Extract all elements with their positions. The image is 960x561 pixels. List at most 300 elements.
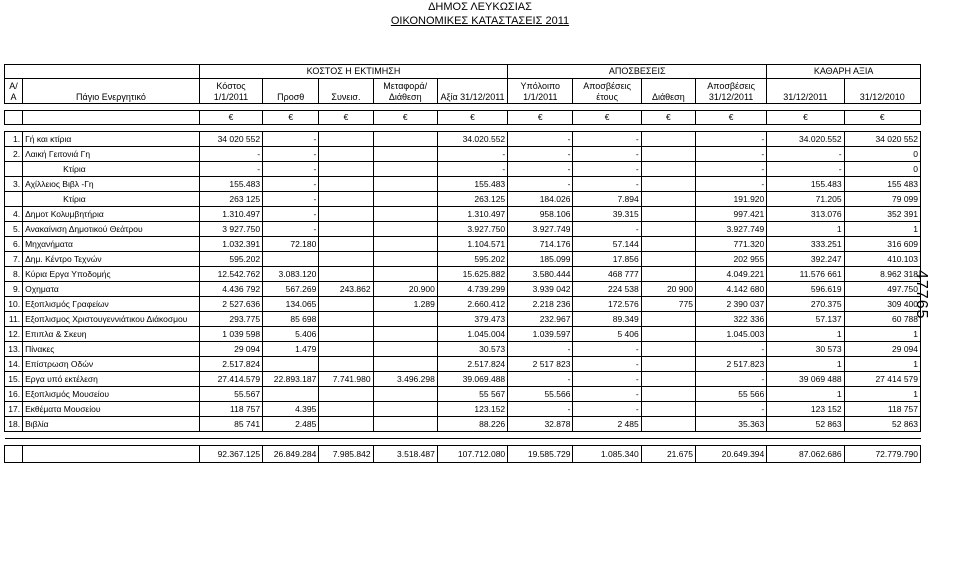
value-cell: 57.137 [767,312,844,327]
value-cell [319,387,373,402]
value-cell: 15.625.882 [437,267,507,282]
total-cell: 72.779.790 [844,446,920,463]
value-cell [641,177,695,192]
spacer-cell [263,439,319,446]
spacer-cell [199,104,262,111]
spacer-cell [641,104,695,111]
value-cell: - [263,147,319,162]
value-cell [373,252,437,267]
spacer-cell [263,432,319,439]
row-number: 4. [5,207,23,222]
value-cell: 3.927.750 [437,222,507,237]
value-cell: - [695,162,766,177]
value-cell [319,237,373,252]
value-cell: 123 152 [767,402,844,417]
value-cell: - [695,147,766,162]
table-row [5,402,921,417]
row-number [5,162,23,177]
row-number: 3. [5,177,23,192]
spacer-cell [844,125,920,132]
value-cell: 30.573 [437,342,507,357]
report-subtitle: ΟΙΚΟΝΟΜΙΚΕΣ ΚΑΤΑΣΤΑΣΕΙΣ 2011 [390,15,570,27]
value-cell: - [508,372,573,387]
column-header: Προσθ [263,79,319,104]
value-cell: 3 927.750 [199,222,262,237]
asset-name: Βιβλία [23,417,200,432]
spacer-cell [844,432,920,439]
value-cell [641,207,695,222]
table-row [5,252,921,267]
spacer-cell [437,432,507,439]
value-cell: 595.202 [437,252,507,267]
value-cell: 1 [767,222,844,237]
value-cell: - [263,207,319,222]
column-header: Μεταφορά/ Διάθεση [373,79,437,104]
value-cell: 32.878 [508,417,573,432]
value-cell: 997.421 [695,207,766,222]
table-row [5,342,921,357]
table-row [5,417,921,432]
spacer-cell [373,104,437,111]
value-cell: - [508,177,573,192]
value-cell: - [573,342,641,357]
value-cell: 567.269 [263,282,319,297]
asset-name: Δημοτ Κολυμβητήρια [23,207,200,222]
value-cell: 4.436 792 [199,282,262,297]
value-cell [641,387,695,402]
value-cell [373,267,437,282]
value-cell: - [508,342,573,357]
value-cell: 1.032.391 [199,237,262,252]
row-number: 17. [5,402,23,417]
value-cell: 1.045.003 [695,327,766,342]
currency-cell: € [641,111,695,125]
spacer-cell [508,432,573,439]
value-cell [641,192,695,207]
value-cell: 11.576 661 [767,267,844,282]
value-cell: - [767,162,844,177]
value-cell: 55 567 [437,387,507,402]
spacer-cell [5,104,23,111]
row-number: 5. [5,222,23,237]
currency-cell: € [695,111,766,125]
asset-name: Εκθέματα Μουσείου [23,402,200,417]
value-cell: - [767,147,844,162]
group-blank [5,65,200,79]
spacer-cell [641,439,695,446]
value-cell: 958.106 [508,207,573,222]
value-cell [319,297,373,312]
spacer-cell [695,125,766,132]
value-cell: 1 [844,357,920,372]
group-net-value: ΚΑΘΑΡΗ ΑΞΙΑ [767,65,921,79]
value-cell [319,417,373,432]
value-cell: - [263,222,319,237]
value-cell: 1 [767,387,844,402]
value-cell: - [199,162,262,177]
row-number: 7. [5,252,23,267]
asset-name: Αχίλλειος Βιβλ -Γη [23,177,200,192]
value-cell: - [263,192,319,207]
value-cell: - [508,132,573,147]
value-cell: 4.739.299 [437,282,507,297]
row-number: 2. [5,147,23,162]
spacer-cell [319,125,373,132]
value-cell [373,387,437,402]
spacer-cell [641,432,695,439]
value-cell: 20 900 [641,282,695,297]
table-row [5,177,921,192]
value-cell: 2 517.823 [695,357,766,372]
value-cell: 1 [844,327,920,342]
value-cell: 155 483 [844,177,920,192]
value-cell [641,237,695,252]
asset-name: Κύρια Εργα Υποδομής [23,267,200,282]
value-cell: - [695,372,766,387]
row-number: 1. [5,132,23,147]
group-cost: ΚΟΣΤΟΣ Η ΕΚΤΙΜΗΣΗ [199,65,507,79]
value-cell: 155.483 [199,177,262,192]
value-cell: 60 788 [844,312,920,327]
row-number: 15. [5,372,23,387]
total-cell: 7.985.842 [319,446,373,463]
value-cell [641,252,695,267]
row-number: 8. [5,267,23,282]
value-cell: 224 538 [573,282,641,297]
spacer-cell [263,125,319,132]
value-cell: - [437,162,507,177]
value-cell: 243.862 [319,282,373,297]
row-number: 9. [5,282,23,297]
value-cell: 3.083.120 [263,267,319,282]
spacer-cell [199,125,262,132]
total-cell: 3.518.487 [373,446,437,463]
value-cell: 39 069 488 [767,372,844,387]
table-row [5,327,921,342]
column-header: Αποσβέσεις 31/12/2011 [695,79,766,104]
value-cell: 35.363 [695,417,766,432]
value-cell: 39.315 [573,207,641,222]
value-cell: 8.962 318 [844,267,920,282]
total-cell: 19.585.729 [508,446,573,463]
value-cell: 2.218 236 [508,297,573,312]
spacer-cell [573,432,641,439]
value-cell: 1.310.497 [199,207,262,222]
spacer-cell [23,125,200,132]
total-cell: 87.062.686 [767,446,844,463]
currency-cell: € [373,111,437,125]
currency-cell: € [767,111,844,125]
value-cell [373,327,437,342]
value-cell [373,357,437,372]
spacer-cell [844,439,920,446]
value-cell [373,132,437,147]
value-cell: 333.251 [767,237,844,252]
asset-name: Εξοπλισμός Μουσείου [23,387,200,402]
column-header: Υπόλοιπο 1/1/2011 [508,79,573,104]
currency-cell: € [319,111,373,125]
spacer-cell [641,125,695,132]
row-number: 10. [5,297,23,312]
value-cell: 34 020 552 [199,132,262,147]
row-number: 11. [5,312,23,327]
value-cell: 2 527.636 [199,297,262,312]
value-cell: - [573,357,641,372]
value-cell: 5.406 [263,327,319,342]
spacer-cell [695,104,766,111]
value-cell: 39.069.488 [437,372,507,387]
value-cell [641,417,695,432]
value-cell: 202 955 [695,252,766,267]
currency-cell: € [263,111,319,125]
table-row [5,297,921,312]
spacer-cell [508,439,573,446]
spacer-cell [573,439,641,446]
value-cell [641,327,695,342]
value-cell: 2 390 037 [695,297,766,312]
asset-name: Εργα υπό εκτέλεση [23,372,200,387]
value-cell: 185.099 [508,252,573,267]
value-cell [263,357,319,372]
row-number: 16. [5,387,23,402]
value-cell: - [573,372,641,387]
total-cell: 92.367.125 [199,446,262,463]
spacer-cell [573,104,641,111]
value-cell: 4.142 680 [695,282,766,297]
value-cell: 3.927.749 [695,222,766,237]
spacer-cell [767,104,844,111]
value-cell: 191.920 [695,192,766,207]
value-cell: 123.152 [437,402,507,417]
value-cell: 263 125 [199,192,262,207]
value-cell: - [573,177,641,192]
total-cell: 21.675 [641,446,695,463]
value-cell: 1.310.497 [437,207,507,222]
value-cell: 322 336 [695,312,766,327]
spacer-cell [5,439,23,446]
value-cell [319,267,373,282]
column-header: Διάθεση [641,79,695,104]
column-header: Α/Α [5,79,23,104]
value-cell: 27 414 579 [844,372,920,387]
value-cell: 34.020.552 [437,132,507,147]
value-cell: 1 [844,387,920,402]
table-row [5,357,921,372]
value-cell: 775 [641,297,695,312]
value-cell: 2.660.412 [437,297,507,312]
value-cell: 714.176 [508,237,573,252]
value-cell: 85 698 [263,312,319,327]
asset-name: Δημ. Κέντρο Τεχνών [23,252,200,267]
value-cell: 313.076 [767,207,844,222]
value-cell: - [695,342,766,357]
total-cell: 1.085.340 [573,446,641,463]
row-number: 14. [5,357,23,372]
blank-cell [23,111,200,125]
value-cell: - [695,177,766,192]
asset-name: Πίνακες [23,342,200,357]
value-cell [373,417,437,432]
value-cell: - [199,147,262,162]
spacer-cell [767,432,844,439]
value-cell [319,132,373,147]
table-row [5,372,921,387]
value-cell [373,237,437,252]
value-cell [373,147,437,162]
value-cell: 29 094 [844,342,920,357]
value-cell: - [263,132,319,147]
value-cell: 57.144 [573,237,641,252]
value-cell: 3.580.444 [508,267,573,282]
value-cell: - [573,387,641,402]
value-cell: - [263,162,319,177]
value-cell: 0 [844,147,920,162]
column-header: Κόστος 1/1/2011 [199,79,262,104]
value-cell: 1 [767,327,844,342]
table-row [5,387,921,402]
value-cell: 1 [767,357,844,372]
value-cell [373,402,437,417]
value-cell [319,192,373,207]
table-row [5,237,921,252]
asset-name: Κτίρια [23,162,200,177]
value-cell [319,252,373,267]
value-cell: 89.349 [573,312,641,327]
value-cell [641,147,695,162]
value-cell: 1.045.004 [437,327,507,342]
value-cell: 263.125 [437,192,507,207]
total-cell: 107.712.080 [437,446,507,463]
value-cell [319,147,373,162]
value-cell: 771.320 [695,237,766,252]
currency-cell: € [437,111,507,125]
fixed-assets-table [4,64,921,463]
value-cell [641,357,695,372]
value-cell: 4.395 [263,402,319,417]
column-header: Αποσβέσεις έτους [573,79,641,104]
asset-name: Κτίρια [23,192,200,207]
value-cell: 2 485 [573,417,641,432]
value-cell: 55.566 [508,387,573,402]
column-header: 31/12/2010 [844,79,920,104]
value-cell: 3.939 042 [508,282,573,297]
column-header: 31/12/2011 [767,79,844,104]
value-cell: - [508,147,573,162]
table-row [5,192,921,207]
value-cell: 410.103 [844,252,920,267]
value-cell [263,387,319,402]
row-number: 6. [5,237,23,252]
value-cell: 134.065 [263,297,319,312]
value-cell [641,162,695,177]
value-cell: 596.619 [767,282,844,297]
spacer-cell [23,439,200,446]
spacer-cell [437,439,507,446]
column-header: Αξία 31/12/2011 [437,79,507,104]
value-cell: 20.900 [373,282,437,297]
currency-cell: € [199,111,262,125]
value-cell: - [695,402,766,417]
value-cell [263,252,319,267]
value-cell: 55.567 [199,387,262,402]
value-cell: - [573,132,641,147]
spacer-cell [23,432,200,439]
value-cell: 55 566 [695,387,766,402]
spacer-cell [437,104,507,111]
blank-cell [23,446,200,463]
table-row [5,132,921,147]
value-cell: 468 777 [573,267,641,282]
side-page-number: 47765 [913,270,930,320]
value-cell [319,207,373,222]
value-cell: 1.479 [263,342,319,357]
currency-cell: € [508,111,573,125]
value-cell: 29 094 [199,342,262,357]
value-cell [373,222,437,237]
value-cell: - [573,162,641,177]
asset-name: Εξοπλισμος Χριστουγεννιάτικου Διάκοσμου [23,312,200,327]
value-cell [319,222,373,237]
value-cell: - [573,222,641,237]
value-cell: 85 741 [199,417,262,432]
spacer-cell [319,432,373,439]
row-number: 13. [5,342,23,357]
value-cell: 595.202 [199,252,262,267]
column-header: Συνεισ. [319,79,373,104]
value-cell: 1 [844,222,920,237]
value-cell [373,162,437,177]
value-cell: - [508,162,573,177]
blank-cell [5,111,23,125]
value-cell [373,312,437,327]
spacer-cell [373,439,437,446]
table-row [5,147,921,162]
currency-cell: € [844,111,920,125]
asset-name: Επίστρωση Οδών [23,357,200,372]
value-cell: 3.927.749 [508,222,573,237]
value-cell [373,192,437,207]
value-cell: - [573,147,641,162]
value-cell: 72.180 [263,237,319,252]
asset-name: Μηχανήματα [23,237,200,252]
table-row [5,267,921,282]
column-header-row [5,79,921,104]
spacer-cell [373,432,437,439]
value-cell: 3.496.298 [373,372,437,387]
asset-name: Γή και κτίρια [23,132,200,147]
value-cell [641,312,695,327]
table-row [5,162,921,177]
value-cell: 1.039.597 [508,327,573,342]
spacer-cell [695,439,766,446]
blank-cell [5,446,23,463]
spacer-cell [437,125,507,132]
value-cell: 17.856 [573,252,641,267]
spacer-cell [844,104,920,111]
value-cell: 22.893.187 [263,372,319,387]
spacer-cell [767,439,844,446]
spacer-cell [373,125,437,132]
value-cell: 2 517 823 [508,357,573,372]
spacer-cell [263,104,319,111]
currency-row [5,111,921,125]
value-cell: 30 573 [767,342,844,357]
spacer-cell [767,125,844,132]
value-cell [641,372,695,387]
value-cell [641,132,695,147]
value-cell: 79 099 [844,192,920,207]
table-body [5,104,921,463]
